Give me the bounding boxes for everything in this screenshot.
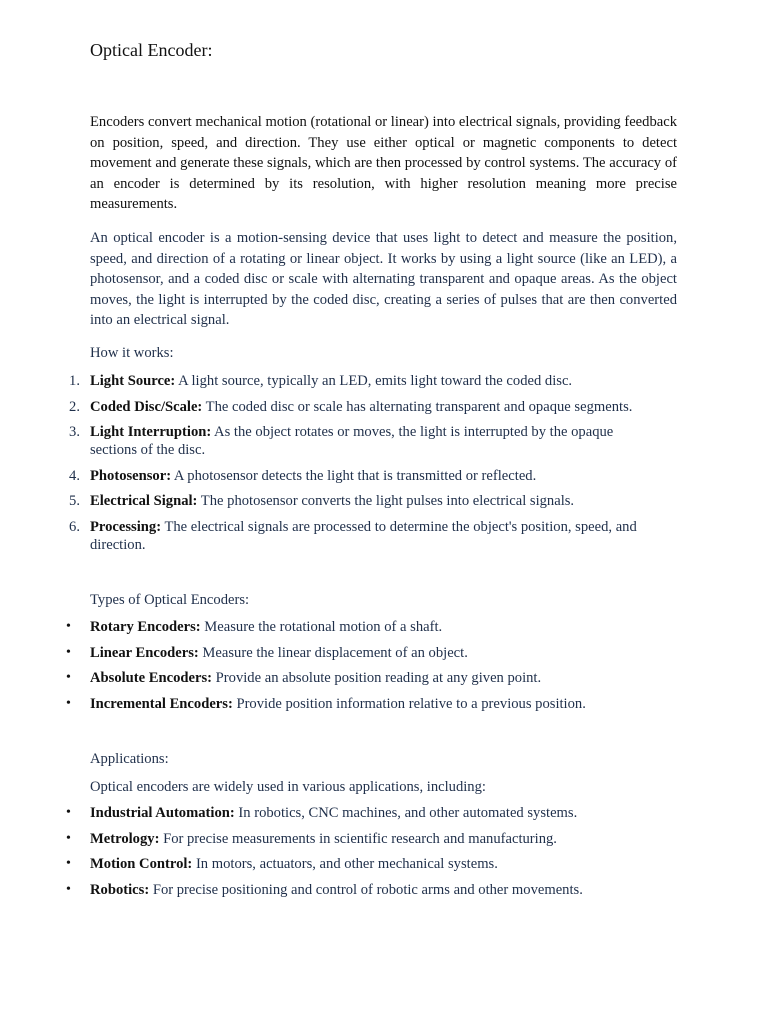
how-it-works-item [0, 398, 655, 416]
types-item [0, 695, 655, 713]
item-term: Coded Disc/Scale: [90, 398, 203, 415]
applications-item [0, 881, 655, 899]
item-text: A light source, typically an LED, emits light toward the coded disc. [175, 373, 573, 389]
item-text: For precise measurements in scientific research and manufacturing. [159, 830, 557, 847]
item-text: For precise positioning and control of robotic arms and other movements. [149, 881, 583, 898]
item-text: The photosensor converts the light pulses into electrical signals. [197, 493, 575, 510]
bullet-icon: • [66, 856, 71, 872]
item-text: Provide an absolute position reading at any given point. [212, 670, 542, 687]
applications-item [0, 804, 655, 822]
item-term: Motion Control: [90, 856, 193, 873]
item-text: Provide position information relative to a previous position. [232, 695, 586, 712]
how-it-works-item [0, 423, 655, 459]
item-term: Absolute Encoders: [90, 670, 213, 687]
item-term: Processing: [90, 518, 162, 535]
item-term: Light Interruption: [90, 424, 212, 441]
page-title: Optical Encoder: [90, 40, 213, 60]
item-text: Measure the rotational motion of a shaft. [200, 619, 443, 635]
bullet-icon: • [66, 881, 71, 897]
types-item [0, 644, 655, 662]
item-term: Linear Encoders: [90, 644, 199, 661]
bullet-icon: • [66, 805, 71, 820]
item-text: In motors, actuators, and other mechanical systems. [192, 856, 498, 873]
list-number: 2. [69, 398, 80, 415]
bullet-icon: • [66, 695, 71, 711]
how-it-works-item [0, 518, 655, 554]
how-it-works-list [0, 372, 768, 562]
how-it-works-item [0, 372, 655, 390]
item-text: The electrical signals are processed to determine the object's position, speed, and direction. [90, 518, 637, 553]
item-term: Metrology: [90, 830, 160, 847]
bullet-icon: • [66, 619, 71, 634]
optical-encoder-paragraph: An optical encoder is a motion-sensing device that uses light to detect and measure the position, speed, and direction of a rotating or linear object. It works by using a light source (like an LED), a photosensor, and a coded disc or scale with alternating transparent and opaque areas. As the object moves, the light is interrupted by the coded disc, creating a series of pulses that are then converted into an electrical signal. [90, 230, 677, 329]
how-it-works-item [0, 467, 655, 485]
bullet-icon: • [66, 830, 71, 846]
bullet-icon: • [66, 670, 71, 686]
types-heading: Types of Optical Encoders: [90, 592, 250, 608]
types-item [0, 669, 655, 687]
list-number: 4. [69, 467, 80, 484]
list-number: 3. [69, 424, 80, 441]
types-item [0, 618, 655, 636]
item-term: Robotics: [90, 881, 150, 898]
item-term: Light Source: [90, 373, 176, 389]
item-text: The coded disc or scale has alternating transparent and opaque segments. [202, 398, 633, 415]
list-number: 1. [69, 373, 80, 389]
list-number: 6. [69, 518, 80, 535]
applications-intro: Optical encoders are widely used in various applications, including: [90, 779, 486, 795]
item-term: Electrical Signal: [90, 493, 198, 510]
applications-item [0, 855, 655, 873]
how-it-works-heading: How it works: [90, 345, 174, 361]
list-number: 5. [69, 493, 80, 510]
item-text: As the object rotates or moves, the light is interrupted by the opaque sections of the disc. [90, 424, 614, 459]
how-it-works-item [0, 492, 655, 510]
bullet-icon: • [66, 644, 71, 660]
item-term: Photosensor: [90, 467, 172, 484]
item-text: Measure the linear displacement of an object. [198, 644, 468, 661]
item-term: Incremental Encoders: [90, 695, 233, 712]
intro-paragraph: Encoders convert mechanical motion (rotational or linear) into electrical signals, providing feedback on position, speed, and direction. They use either optical or magnetic components to detect movement and generate these signals, which are then processed by control systems. The accuracy of an encoder is determined by its resolution, with higher resolution meaning more precise measurements. [90, 114, 677, 213]
item-text: A photosensor detects the light that is transmitted or reflected. [171, 467, 537, 484]
applications-heading: Applications: [90, 751, 169, 767]
item-term: Rotary Encoders: [90, 619, 201, 635]
applications-list [0, 804, 768, 906]
applications-item [0, 830, 655, 848]
item-text: In robotics, CNC machines, and other automated systems. [234, 805, 578, 821]
types-list [0, 618, 768, 720]
item-term: Industrial Automation: [90, 805, 235, 821]
